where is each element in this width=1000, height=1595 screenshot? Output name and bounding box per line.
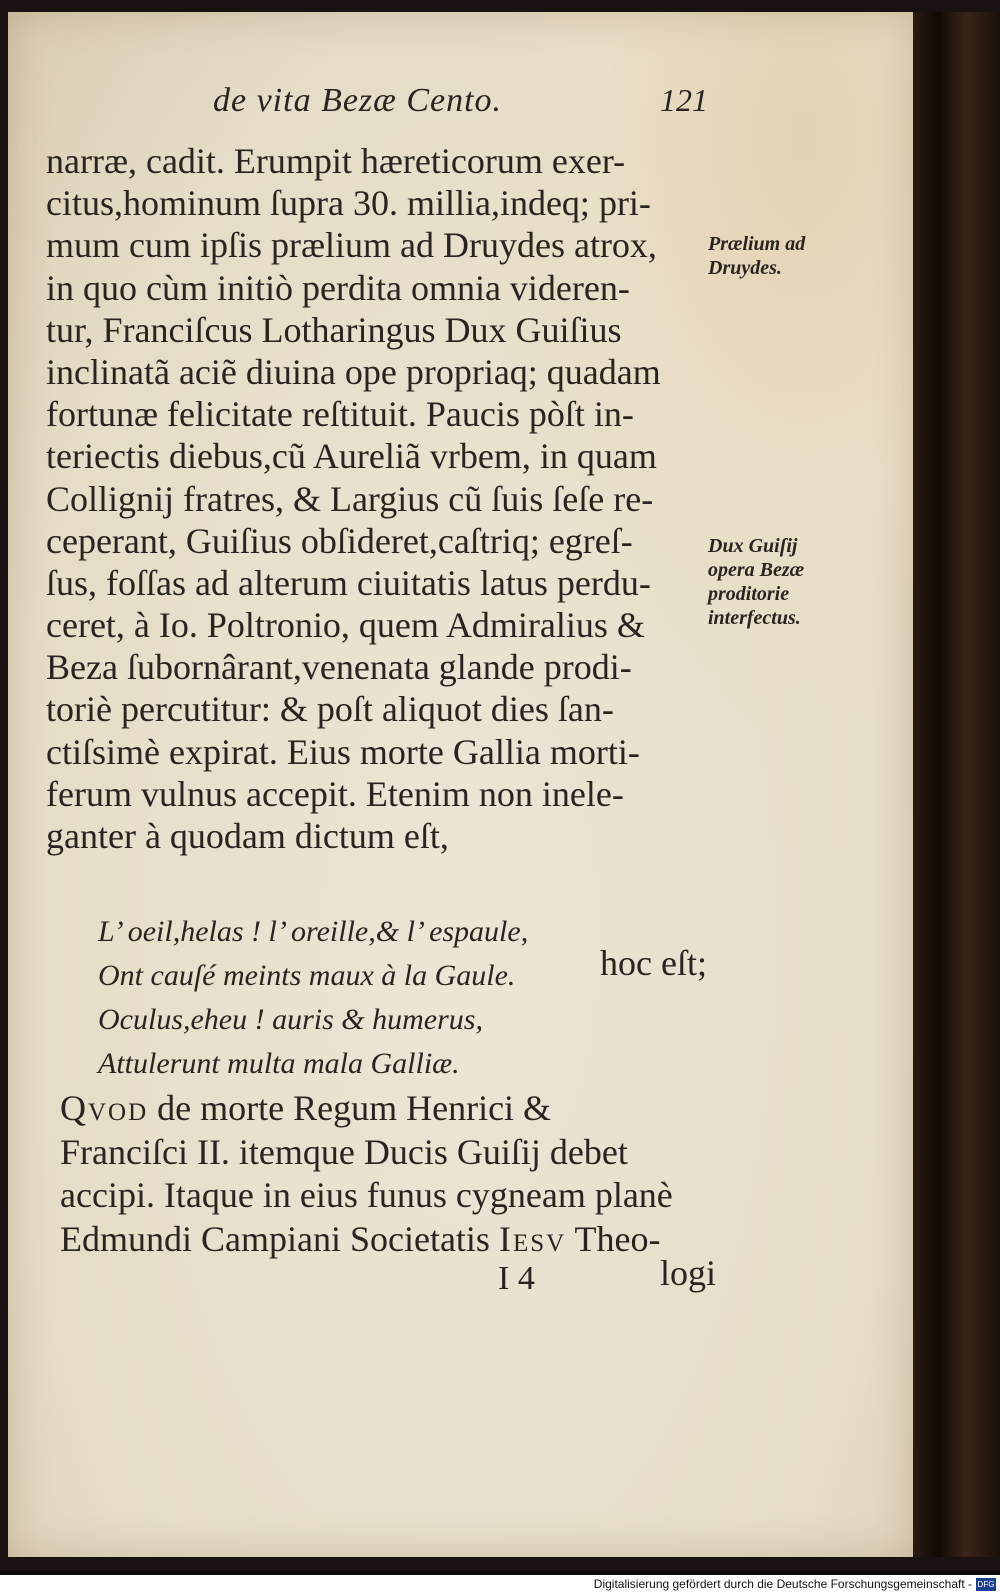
main-text [46, 140, 726, 857]
verse-line: Oculus,eheu ! auris & humerus, [98, 1003, 483, 1036]
text-line: ceperant, Guiſius obſideret,caſtriq; egreſ- [46, 520, 633, 561]
text-line: ferum vulnus accepit. Etenim non inele- [46, 773, 624, 814]
text-line: narræ, cadit. Erumpit hæreticorum exer- [46, 141, 626, 181]
verse-line: Attulerunt multa mala Galliæ. [98, 1047, 460, 1080]
verse-line: L’ oeil,helas ! l’ oreille,& l’ espaule, [98, 915, 529, 948]
footer-bar [0, 1575, 1000, 1595]
text-line [60, 1087, 673, 1131]
margin-note-line: Dux Guiſij [708, 535, 798, 557]
text-line [60, 1218, 673, 1262]
page-number: 121 [660, 82, 708, 118]
margin-note-battle [708, 232, 805, 280]
text-line: ceret, à Io. Poltronio, quem Admiralius & [46, 605, 645, 646]
text-line: teriectis diebus,cũ Aureliã vrbem, in quam [46, 436, 657, 477]
margin-note-line: Druydes. [708, 257, 782, 279]
book-page [8, 12, 919, 1557]
text-line: Collignij fratres, & Largius cũ ſuis ſeſe re- [46, 478, 654, 519]
text-line: in quo cùm initiò perdita omnia videren- [46, 267, 630, 308]
text-line: tur, Franciſcus Lotharingus Dux Guiſius [46, 309, 622, 350]
text-line: ctiſsimè expirat. Eius morte Gallia morti- [46, 731, 640, 772]
margin-note-line: Prælium ad [708, 233, 806, 255]
text-line: Beza ſubornârant,venenata glande prodi- [46, 647, 632, 688]
dfg-logo: DFG [977, 1580, 995, 1589]
paragraph-two [60, 1087, 673, 1261]
footer-credit: Digitalisierung gefördert durch die Deutsche Forschungsgemeinschaft - [593, 1577, 972, 1591]
text-line: fortunæ felicitate reſtituit. Paucis pòſt in- [46, 394, 634, 435]
verse-aside: hoc eſt; [600, 943, 707, 983]
running-title: de vita Bezæ Cento. [213, 82, 503, 119]
book-edge [913, 12, 1000, 1557]
catchword: logi [660, 1253, 717, 1293]
text-line: ſus, foſſas ad alterum ciuitatis latus perdu- [46, 562, 651, 603]
paragraph-lead: Qvod [60, 1088, 149, 1128]
verse-block [98, 910, 528, 1086]
text-line: ganter à quodam dictum eſt, [46, 816, 449, 856]
verse-line: Ont cauſé meints maux à la Gaule. [98, 959, 516, 992]
text-line: citus,hominum ſupra 30. millia,indeq; pri- [46, 183, 651, 224]
text-span: Edmundi Campiani Societatis [60, 1218, 499, 1259]
margin-note-line: opera Bezæ [708, 559, 805, 581]
text-line: toriè percutitur: & poſt aliquot dies ſan- [46, 689, 614, 730]
text-line: inclinatã aciẽ diuina ope propriaq; quadam [46, 351, 661, 392]
text-line: accipi. Itaque in eius funus cygneam planè [60, 1175, 673, 1215]
text-line: Franciſci II. itemque Ducis Guiſij debet [60, 1131, 628, 1172]
text-line: mum cum ipſis prælium ad Druydes atrox, [46, 225, 657, 266]
margin-note-guise [708, 534, 804, 630]
text-span: Theo- [566, 1218, 661, 1259]
text-span: de morte Regum Henrici & [148, 1088, 552, 1128]
margin-note-line: proditorie [708, 583, 790, 605]
small-caps-word: Iesv [498, 1218, 567, 1259]
signature-mark: I 4 [498, 1260, 535, 1297]
margin-note-line: interfectus. [708, 607, 801, 629]
